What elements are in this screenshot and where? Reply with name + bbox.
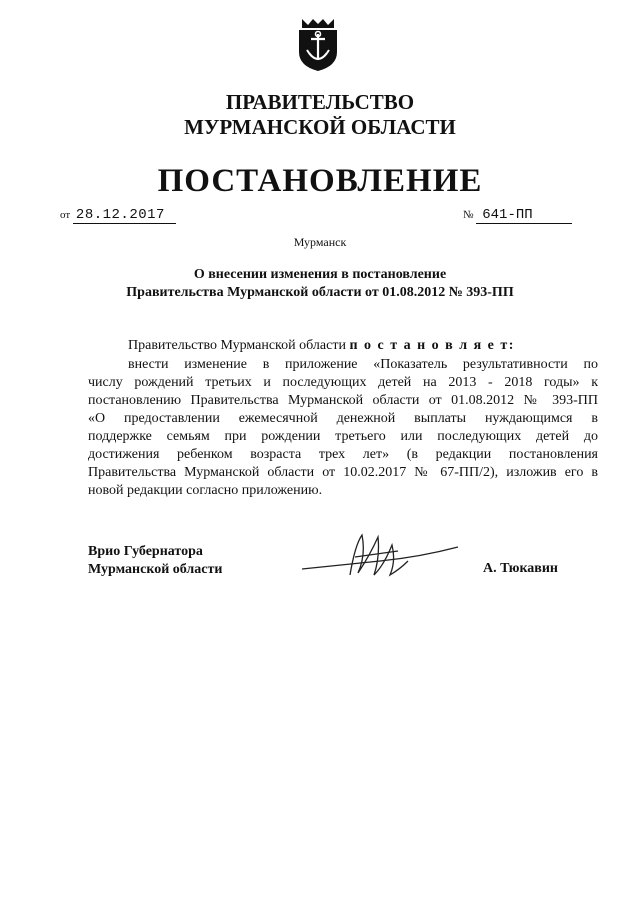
body-line: достижения ребенком возраста трех лет» (в редакции постановления [88, 447, 598, 462]
document-type-title: ПОСТАНОВЛЕНИЕ [157, 163, 483, 199]
body-line: постановлению Правительства Мурманской области от 01.08.2012 № 393-ПП [88, 393, 598, 408]
body-line: новой редакции согласно приложению. [88, 483, 323, 498]
date-value: 28.12.2017 [73, 207, 176, 224]
date-prefix: от [60, 209, 71, 221]
body-line: Правительства Мурманской области от 10.02.2017 № 67-ПП/2), изложив его в [88, 465, 598, 480]
signer-name: А. Тюкавин [483, 561, 558, 576]
intro-text: Правительство Мурманской области [128, 338, 350, 353]
government-name-line1: ПРАВИТЕЛЬСТВО [225, 90, 415, 114]
subject-line2: Правительства Мурманской области от 01.08.2012 № 393-ПП [126, 285, 514, 300]
number-value: 641-ПП [476, 207, 572, 224]
coat-of-arms-icon [296, 16, 340, 72]
signer-title-line2: Мурманской области [88, 562, 223, 577]
subject-line1: О внесении изменения в постановление [193, 267, 447, 282]
number-field [463, 207, 572, 224]
city-label: Мурманск [293, 235, 347, 249]
body-line: числу рождений третьих и последующих детей на 2013 - 2018 годы» к [88, 375, 598, 390]
number-prefix: № [463, 209, 474, 221]
body-intro [128, 337, 638, 355]
intro-decree-word: п о с т а н о в л я е т: [349, 338, 515, 353]
date-field [60, 207, 176, 224]
body-line: поддержке семьям при рождении третьего или последующих детей до [88, 429, 598, 444]
body-line: «О предоставлении ежемесячной денежной выплаты нуждающимся в [88, 411, 598, 426]
handwritten-signature [300, 525, 460, 585]
signer-title-line1: Врио Губернатора [88, 544, 203, 559]
government-name-line2: МУРМАНСКОЙ ОБЛАСТИ [184, 115, 456, 139]
body-line: внести изменение в приложение «Показатель результативности по [128, 357, 598, 372]
